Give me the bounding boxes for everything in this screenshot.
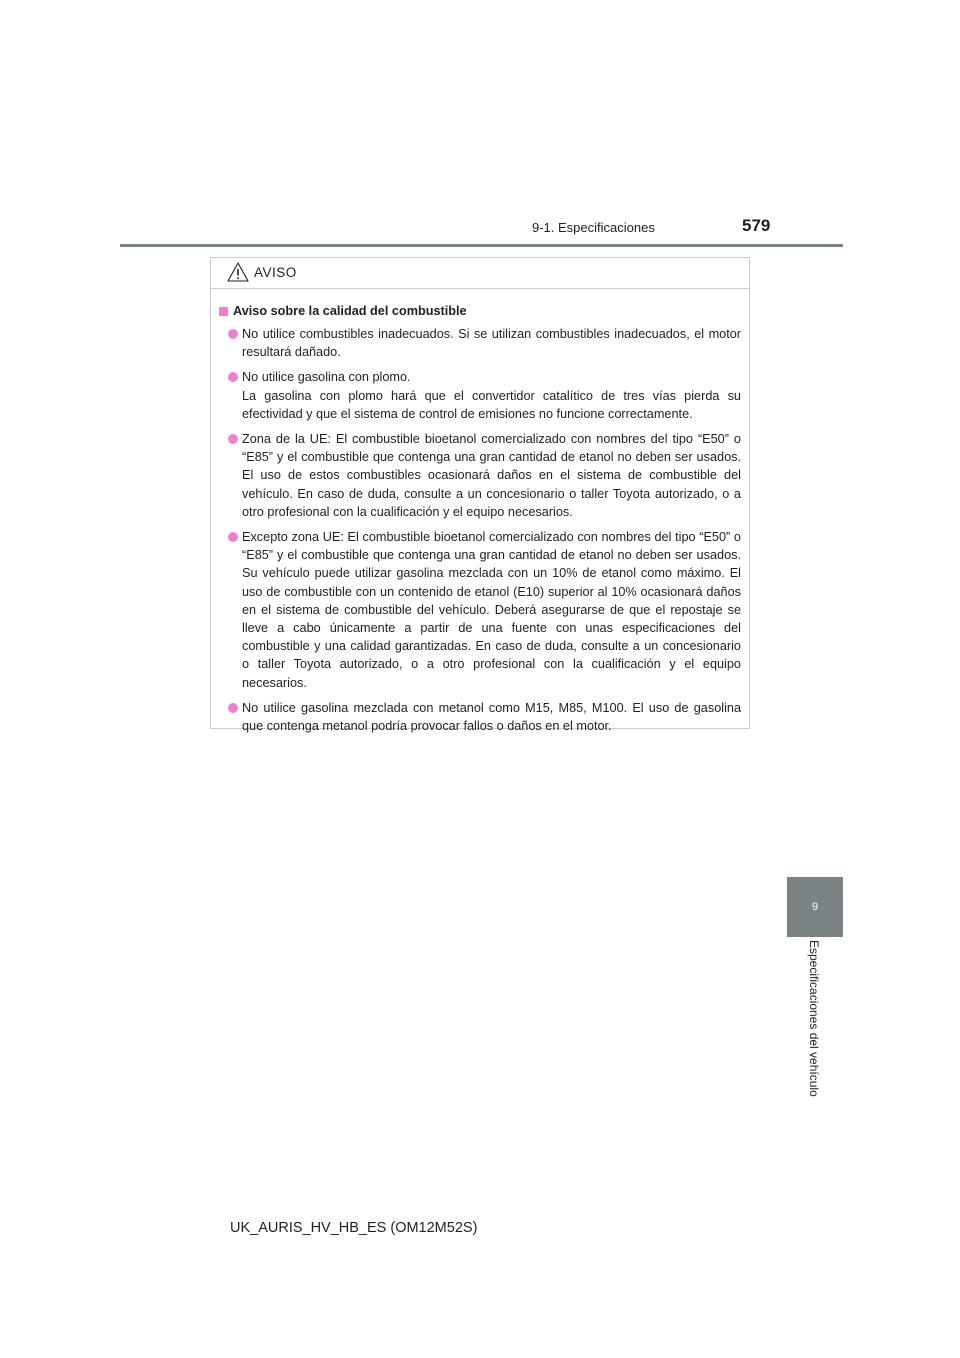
running-header-section: 9-1. Especificaciones [532,220,655,235]
chapter-side-label: Especificaciones del vehículo [807,940,821,1097]
warning-heading [219,302,741,320]
warning-list-item [219,528,741,692]
warning-items [219,325,741,735]
header-rule [120,244,843,247]
warning-triangle-icon [227,262,249,282]
warning-heading-text: Aviso sobre la calidad del combustible [233,304,467,318]
circle-bullet-icon [228,434,238,444]
warning-item-text: No utilice gasolina con plomo. [242,370,411,385]
warning-list-item [219,325,741,361]
warning-body [211,289,749,735]
chapter-number: 9 [811,901,819,913]
warning-item-text: Zona de la UE: El combustible bioetanol comercializado con nombres del tipo “E50” o “E85” y el combustible que contenga una gran cantidad de etanol no deben ser usados. El uso de estos combustibles ocasionará daños en el sistema de combustible del vehículo. En caso de duda, consulte a un concesionario o taller Toyota autorizado, o a otro profesional con la cualificación y el equipo necesarios. [242,432,741,519]
circle-bullet-icon [228,329,238,339]
circle-bullet-icon [228,372,238,382]
warning-list-item [219,699,741,735]
warning-list-item [219,368,741,423]
warning-title: AVISO [254,265,297,280]
square-bullet-icon [219,307,228,316]
warning-list-item [219,430,741,521]
warning-header [211,258,749,289]
chapter-side-label-container [787,940,843,1120]
warning-item-text: No utilice gasolina mezclada con metanol como M15, M85, M100. El uso de gasolina que contenga metanol podría provocar fallos o daños en el motor. [242,700,741,734]
chapter-tab [787,877,843,937]
warning-item-text: Excepto zona UE: El combustible bioetanol comercializado con nombres del tipo “E50” o “E85” y el combustible que contenga una gran cantidad de etanol no deben ser usados. Su vehículo puede utilizar gasolina mezclada con un 10% de etanol como máximo. El uso de combustible con un contenido de etanol (E10) superior al 10% ocasionará daños en el sistema de combustible del vehículo. Deberá asegurarse de que el repostaje se lleve a cabo únicamente a partir de una fuente con unas especificaciones del combustible y una calidad garantizadas. En caso de duda, consulte a un concesionario o taller Toyota autorizado, o a otro profesional con la cualificación y el equipo necesarios. [242,530,741,690]
circle-bullet-icon [228,532,238,542]
warning-box [210,257,750,734]
warning-item-text: No utilice combustibles inadecuados. Si se utilizan combustibles inadecuados, el motor resultará dañado. [242,327,741,360]
document-code: UK_AURIS_HV_HB_ES (OM12M52S) [230,1220,478,1236]
circle-bullet-icon [228,703,238,713]
page-number: 579 [742,216,771,235]
warning-item-text: La gasolina con plomo hará que el convertidor catalítico de tres vías pierda su efectividad y que el sistema de control de emisiones no funcione correctamente. [242,388,741,421]
